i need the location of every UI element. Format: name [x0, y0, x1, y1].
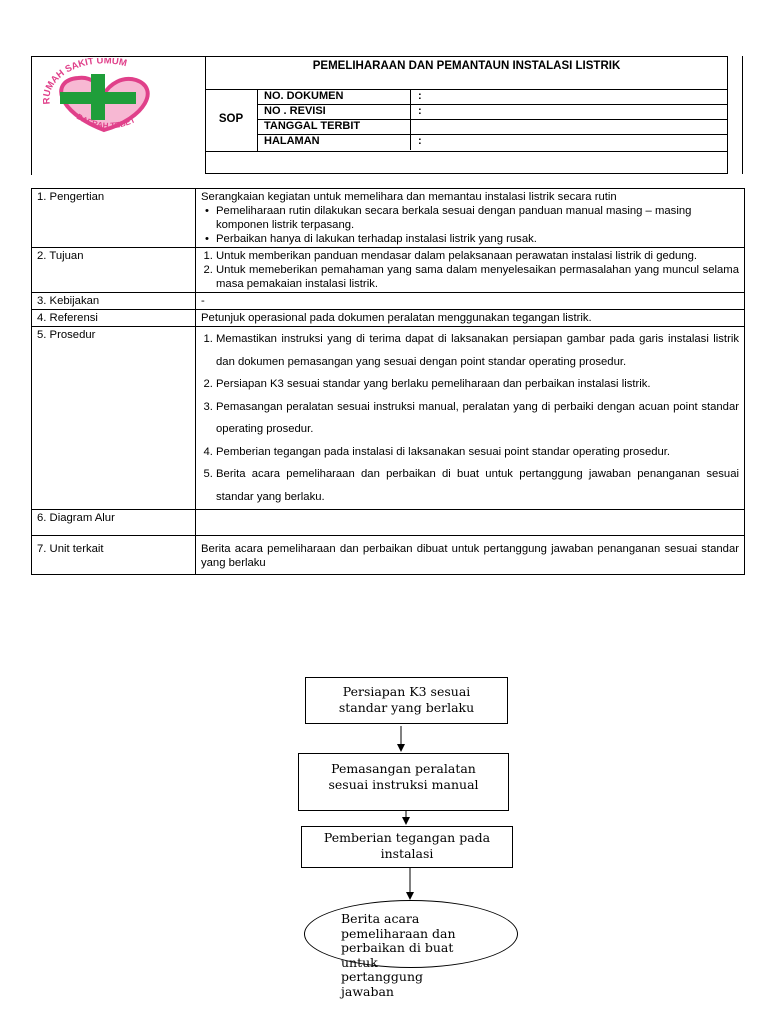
flow-step-4-text	[341, 912, 456, 999]
flow-step-1-text: Persiapan K3 sesuai standar yang berlaku	[338, 684, 475, 715]
meta-label: NO . REVISI	[264, 105, 326, 117]
flow-line: untuk	[341, 954, 378, 970]
list-item: • Pemeliharaan rutin dilakukan secara berkala sesuai dengan panduan manual masing – masing komponen listrik terpasang.	[216, 204, 739, 232]
list-item: 2. Persiapan K3 sesuai standar yang berlaku pemeliharaan dan perbaikan instalasi listrik.	[216, 373, 739, 396]
flow-step-3	[301, 826, 513, 868]
flow-arrowhead	[402, 817, 410, 825]
list-item: • Perbaikan hanya di lakukan terhadap instalasi listrik yang rusak.	[216, 232, 739, 246]
row-label: 2. Tujuan	[32, 248, 196, 293]
list-item: 5. Berita acara pemeliharaan dan perbaikan di buat untuk pertanggung jawaban penanganan sesuai standar yang berlaku.	[216, 463, 739, 508]
list-item: 3. Pemasangan peralatan sesuai instruksi manual, peralatan yang di perbaiki dengan acuan point standar operating prosedur.	[216, 396, 739, 441]
sop-label: SOP	[218, 113, 244, 125]
row-content: Berita acara pemeliharaan dan perbaikan dibuat untuk pertanggung jawaban penanganan sesuai standar yang berlaku	[196, 536, 745, 575]
flow-arrowhead	[397, 744, 405, 752]
meta-label: NO. DOKUMEN	[264, 90, 344, 102]
row-content: Petunjuk operasional pada dokumen peralatan menggunakan tegangan listrik.	[196, 310, 745, 327]
meta-value: :	[418, 105, 422, 117]
meta-label: TANGGAL TERBIT	[264, 120, 361, 132]
flow-line: jawaban	[341, 983, 394, 999]
row-label: 3. Kebijakan	[32, 293, 196, 310]
list-item: 1. Untuk memberikan panduan mendasar dalam pelaksanaan perawatan instalasi listrik di gedung.	[216, 249, 739, 263]
logo-text-top: RUMAH SAKIT UMUM	[41, 58, 128, 105]
pengertian-intro: Serangkaian kegiatan untuk memelihara dan memantau instalasi listrik secara rutin	[201, 191, 617, 203]
row-label: 6. Diagram Alur	[32, 510, 196, 536]
logo-text-bottom: DAERAH TEBET	[75, 112, 137, 131]
flow-step-2-text: Pemasangan peralatan sesuai instruksi manual	[328, 761, 479, 792]
list-item: 4. Pemberian tegangan pada instalasi di laksanakan sesuai point standar operating prosedur.	[216, 441, 739, 464]
flow-step-3-text: Pemberian tegangan pada instalasi	[323, 830, 491, 861]
flow-line: pertanggung	[341, 969, 424, 984]
doc-title: PEMELIHARAAN DAN PEMANTAUN INSTALASI LISTRIK	[312, 60, 621, 72]
row-label: 7. Unit terkait	[32, 536, 196, 575]
row-label: 5. Prosedur	[32, 327, 196, 510]
meta-value: :	[418, 90, 422, 102]
row-label: 1. Pengertian	[32, 189, 196, 248]
flow-line: perbaikan di buat	[341, 940, 454, 955]
meta-label: HALAMAN	[264, 135, 320, 147]
list-item: 1. Memastikan instruksi yang di terima dapat di laksanakan persiapan gambar pada garis instalasi listrik dan dokumen pemasangan yang sesuai dengan point standar operating prosedur.	[216, 328, 739, 373]
flow-arrowhead	[406, 892, 414, 900]
meta-value: :	[418, 135, 422, 147]
list-item: 2. Untuk memeberikan pemahaman yang sama dalam menyelesaikan permasalahan yang muncul selama masa pemakaian instalasi listrik.	[216, 263, 739, 291]
flow-line: Berita acara	[341, 911, 420, 926]
row-label: 4. Referensi	[32, 310, 196, 327]
row-content: -	[196, 293, 745, 310]
flow-line: pemeliharaan dan	[341, 925, 456, 941]
flow-step-2	[298, 753, 509, 811]
